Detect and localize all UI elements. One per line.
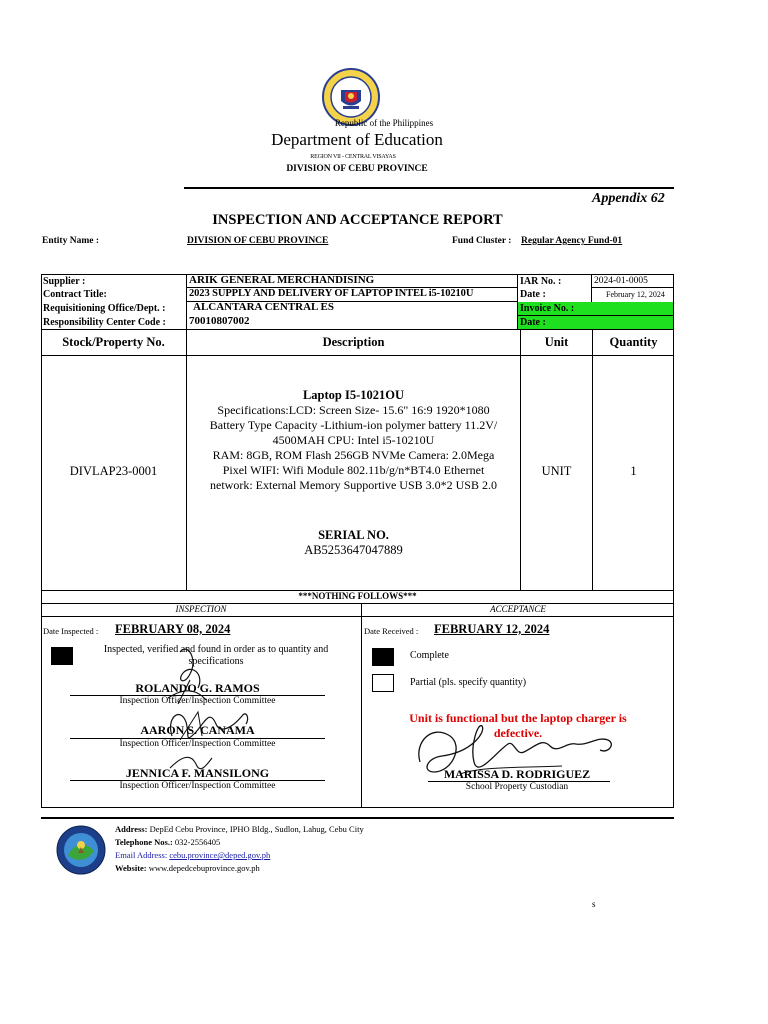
serial-no-value: AB5253647047889 <box>304 543 403 557</box>
republic-text: Republic of the Philippines <box>334 118 434 128</box>
inspector-3-name: JENNICA F. MANSILONG <box>125 766 270 780</box>
entity-name-label: Entity Name : <box>42 236 99 246</box>
invoice-date-label: Date : <box>520 317 546 328</box>
custodian-role: School Property Custodian <box>465 782 569 792</box>
division-header: DIVISION OF CEBU PROVINCE <box>286 164 428 174</box>
date-received-value: FEBRUARY 12, 2024 <box>434 622 550 636</box>
date-label: Date : <box>520 289 546 300</box>
stock-no-cell: DIVLAP23-0001 <box>69 464 158 478</box>
address-label: Address: <box>115 824 148 834</box>
inspector-1-role: Inspection Officer/Inspection Committee <box>119 696 276 706</box>
date-value: February 12, 2024 <box>606 290 665 299</box>
serial-no-label: SERIAL NO. <box>318 528 389 542</box>
contract-title-value: 2023 SUPPLY AND DELIVERY OF LAPTOP INTEL i5-10210U <box>189 288 474 299</box>
fund-cluster-label: Fund Cluster : <box>452 236 512 246</box>
inspector-2-name: AARON S. CANAMA <box>140 723 255 737</box>
partial-checkbox[interactable] <box>372 674 394 692</box>
acceptance-heading: ACCEPTANCE <box>490 604 546 614</box>
requisitioning-office-value: ALCANTARA CENTRAL ES <box>193 301 334 313</box>
entity-name-value: DIVISION OF CEBU PROVINCE <box>187 236 329 246</box>
telephone-label: Telephone Nos.: <box>115 837 173 847</box>
cebu-division-seal-logo <box>56 825 106 875</box>
date-inspected-value: FEBRUARY 08, 2024 <box>115 622 231 636</box>
website-value[interactable]: www.depedcebuprovince.gov.ph <box>148 863 260 873</box>
inspector-signatures <box>150 640 270 780</box>
inspection-heading: INSPECTION <box>175 604 227 614</box>
inspected-checkbox[interactable] <box>51 647 73 665</box>
responsibility-center-label: Responsibility Center Code : <box>43 317 166 328</box>
nothing-follows: ***NOTHING FOLLOWS*** <box>298 591 417 601</box>
fund-cluster-value: Regular Agency Fund-01 <box>521 236 623 246</box>
column-header-description: Description <box>322 335 385 349</box>
column-header-quantity: Quantity <box>609 335 658 349</box>
inspector-3-role: Inspection Officer/Inspection Committee <box>119 781 276 791</box>
website-label: Website: <box>115 863 147 873</box>
iar-no-value: 2024-01-0005 <box>594 276 648 286</box>
header-rule <box>184 187 674 189</box>
supplier-value: ARIK GENERAL MERCHANDISING <box>189 274 375 286</box>
appendix-label: Appendix 62 <box>592 191 665 206</box>
column-header-stock: Stock/Property No. <box>62 335 165 349</box>
partial-label: Partial (pls. specify quantity) <box>410 677 527 688</box>
telephone-value: 032-2556405 <box>174 837 221 847</box>
custodian-name: MARISSA D. RODRIGUEZ <box>443 767 591 781</box>
department-title: Department of Education <box>271 130 443 149</box>
supplier-label: Supplier : <box>43 276 86 287</box>
item-title: Laptop I5-1021OU <box>302 388 405 402</box>
inspector-1-name: ROLANDO G. RAMOS <box>135 681 260 695</box>
complete-checkbox[interactable] <box>372 648 394 666</box>
unit-cell: UNIT <box>541 464 572 478</box>
invoice-no-label: Invoice No. : <box>520 303 575 314</box>
page-mark: s <box>592 899 596 909</box>
contract-title-label: Contract Title: <box>43 289 107 300</box>
inspector-2-role: Inspection Officer/Inspection Committee <box>119 739 276 749</box>
requisitioning-office-label: Requisitioning Office/Dept. : <box>43 303 166 314</box>
date-inspected-label: Date Inspected : <box>43 626 99 636</box>
column-header-unit: Unit <box>544 335 569 349</box>
responsibility-center-value: 70010807002 <box>189 315 250 327</box>
complete-label: Complete <box>410 650 449 661</box>
email-link[interactable]: cebu.province@deped.gov.ph <box>169 850 271 860</box>
quantity-cell: 1 <box>630 464 637 478</box>
iar-no-label: IAR No. : <box>520 276 562 287</box>
email-label: Email Address: <box>115 850 168 860</box>
footer-rule <box>41 817 674 819</box>
report-title: INSPECTION AND ACCEPTANCE REPORT <box>212 212 503 228</box>
acceptance-remark: Unit is functional but the laptop charger is defective. <box>409 711 627 740</box>
date-received-label: Date Received : <box>364 626 419 636</box>
address-value: DepEd Cebu Province, IPHO Bldg., Sudlon, Lahug, Cebu City <box>149 824 364 834</box>
item-specifications: Specifications:LCD: Screen Size- 15.6" 16:9 1920*1080 Battery Type Capacity -Lithium-ion polymer battery 11.2V/ 4500MAH CPU: Intel i5-10210U RAM: 8GB, ROM Flash 256GB NVMe Camera: 2.0Mega Pixel WIFI: Wifi Module 802.11b/g/n*BT4.0 Ethernet network: External Memory Supportive USB 3.0*2 USB 2.0 <box>209 403 498 492</box>
footer-contact <box>115 823 364 875</box>
region-text: REGION VII - CENTRAL VISAYAS <box>310 154 396 160</box>
inspected-statement: Inspected, verified and found in order as to quantity and specifications <box>103 644 329 667</box>
